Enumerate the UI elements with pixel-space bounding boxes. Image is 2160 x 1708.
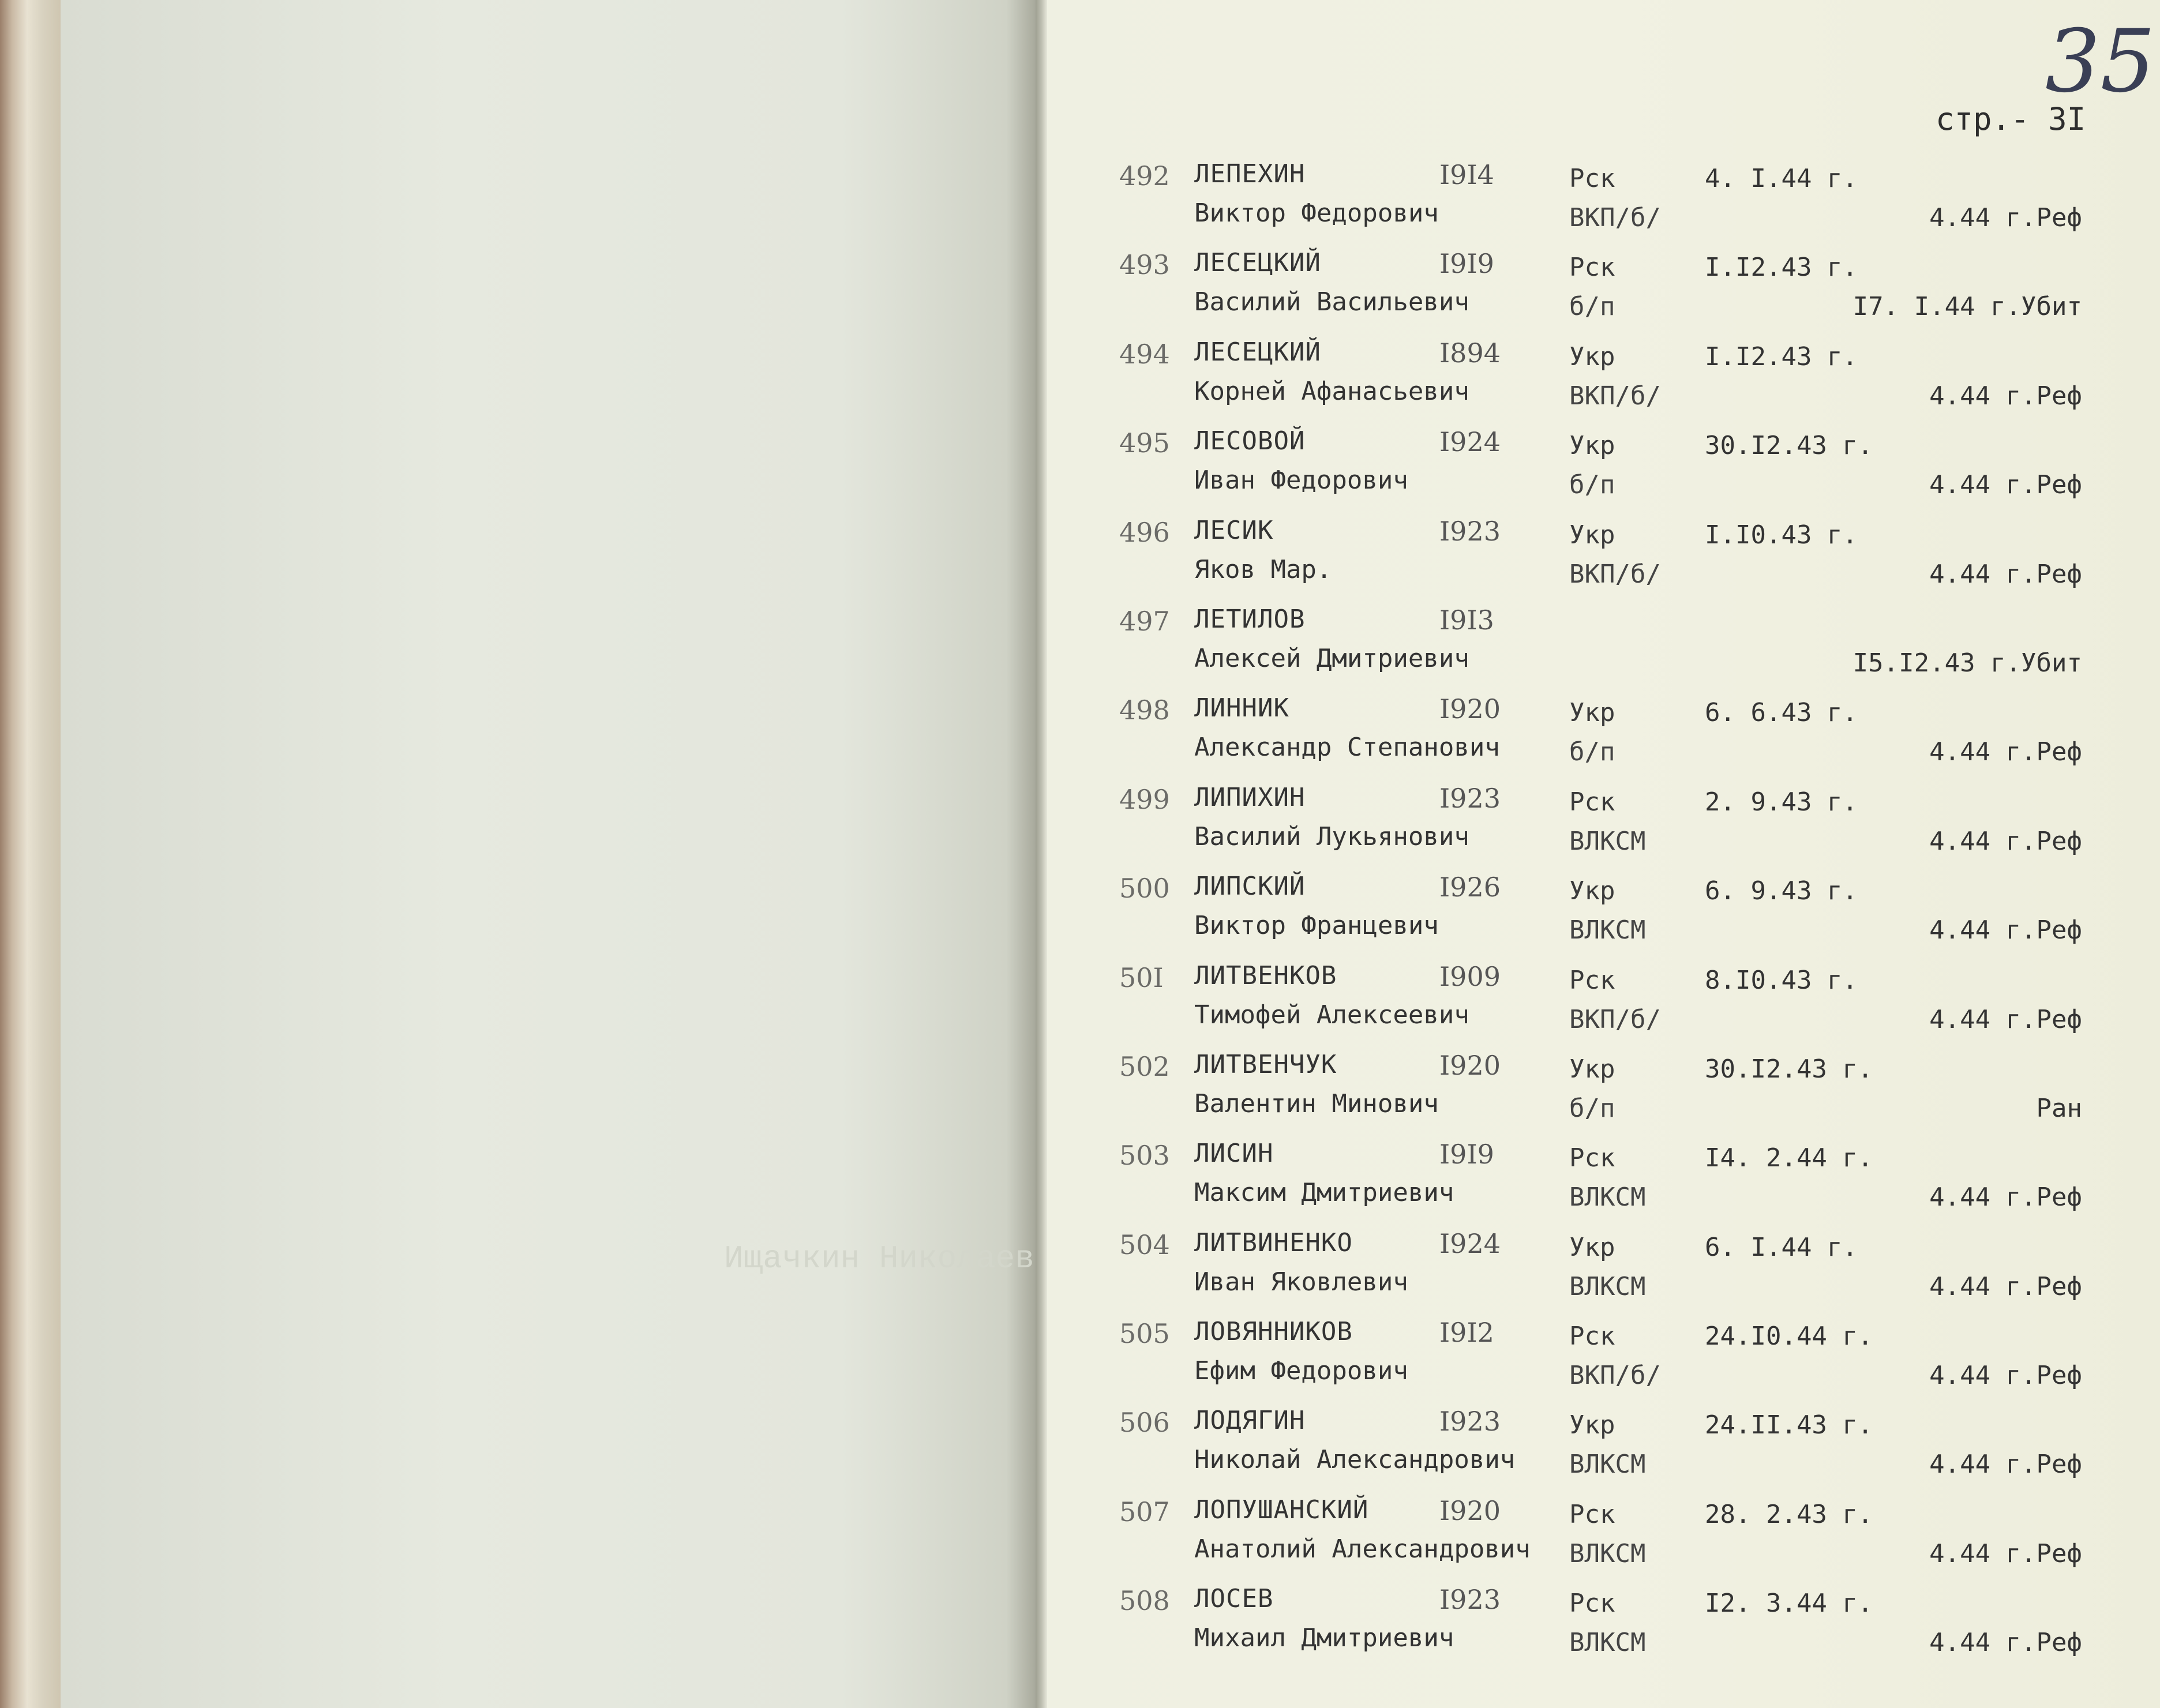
entry-party: б/п — [1569, 737, 1615, 767]
entry-birth-year: I926 — [1439, 872, 1501, 903]
entry-date-2: 4.44 г.Реф — [1929, 1361, 2082, 1391]
entry-number: 505 — [1119, 1318, 1170, 1350]
entry-party: ВКП/б/ — [1569, 381, 1661, 411]
entry-given-names: Яков Мар. — [1194, 554, 1332, 584]
roster-entry — [1047, 779, 2160, 868]
entry-number: 498 — [1119, 695, 1170, 726]
entry-date-2: 4.44 г.Реф — [1929, 559, 2082, 589]
entry-date-1: 28. 2.43 г. — [1705, 1499, 1873, 1529]
entry-date-1: I4. 2.44 г. — [1705, 1143, 1873, 1173]
roster-entry — [1047, 512, 2160, 601]
entry-surname: ЛИПСКИЙ — [1194, 872, 1306, 902]
roster-entry — [1047, 245, 2160, 333]
entry-nationality: Укр — [1569, 698, 1615, 728]
entry-nationality: Укр — [1569, 520, 1615, 550]
entry-party: ВЛКСМ — [1569, 915, 1646, 945]
entry-birth-year: I920 — [1439, 1495, 1501, 1526]
entry-surname: ЛОДЯГИН — [1194, 1406, 1306, 1436]
entry-date-1: I.I0.43 г. — [1705, 520, 1858, 550]
entry-party: ВКП/б/ — [1569, 1004, 1661, 1034]
entry-date-1: 30.I2.43 г. — [1705, 431, 1873, 461]
entry-birth-year: I9I2 — [1439, 1317, 1494, 1349]
entry-date-2: 4.44 г.Реф — [1929, 826, 2082, 856]
entry-party: ВЛКСМ — [1569, 1628, 1646, 1658]
entry-birth-year: I923 — [1439, 1406, 1501, 1437]
entry-given-names: Иван Федорович — [1194, 466, 1408, 495]
entry-date-1: 6. 6.43 г. — [1705, 698, 1858, 728]
entry-date-2: 4.44 г.Реф — [1929, 1450, 2082, 1480]
entry-number: 503 — [1119, 1140, 1170, 1172]
entry-surname: ЛИННИК — [1194, 693, 1289, 723]
entry-birth-year: I920 — [1439, 693, 1501, 725]
entry-number: 506 — [1119, 1407, 1170, 1439]
entry-given-names: Максим Дмитриевич — [1194, 1178, 1454, 1208]
entry-birth-year: I9I9 — [1439, 1139, 1494, 1170]
entry-number: 50I — [1119, 962, 1164, 993]
entry-nationality: Рск — [1569, 164, 1615, 193]
entry-date-2: 4.44 г.Реф — [1929, 1271, 2082, 1301]
entry-number: 492 — [1119, 160, 1170, 192]
entry-surname: ЛЕСОВОЙ — [1194, 426, 1306, 456]
entry-party: ВКП/б/ — [1569, 1361, 1661, 1391]
entry-date-1: I.I2.43 г. — [1705, 253, 1858, 283]
entry-surname: ЛОСЕВ — [1194, 1584, 1274, 1614]
entry-surname: ЛЕТИЛОВ — [1194, 604, 1306, 634]
entry-date-1: 6. 9.43 г. — [1705, 876, 1858, 906]
entry-date-2: 4.44 г.Реф — [1929, 737, 2082, 767]
entry-birth-year: I9I3 — [1439, 604, 1494, 636]
entry-given-names: Михаил Дмитриевич — [1194, 1623, 1454, 1653]
entry-party: б/п — [1569, 292, 1615, 322]
entry-birth-year: I894 — [1439, 337, 1501, 369]
entry-date-1: 24.I0.44 г. — [1705, 1322, 1873, 1352]
entry-number: 502 — [1119, 1050, 1170, 1082]
entry-given-names: Алексей Дмитриевич — [1194, 643, 1469, 673]
entry-nationality: Рск — [1569, 1322, 1615, 1352]
roster-entry — [1047, 156, 2160, 245]
roster-entry — [1047, 1581, 2160, 1669]
entry-date-2: I7. I.44 г.Убит — [1852, 292, 2082, 322]
entry-number: 497 — [1119, 605, 1170, 637]
entry-date-2: 4.44 г.Реф — [1929, 915, 2082, 945]
entry-birth-year: I923 — [1439, 1584, 1501, 1616]
entry-birth-year: I923 — [1439, 782, 1501, 814]
entry-nationality: Рск — [1569, 787, 1615, 817]
roster-entries — [1047, 156, 2160, 1670]
entry-surname: ЛИПИХИН — [1194, 782, 1306, 812]
entry-given-names: Виктор Францевич — [1194, 911, 1439, 941]
entry-nationality: Рск — [1569, 1143, 1615, 1173]
roster-entry — [1047, 1402, 2160, 1491]
entry-given-names: Василий Лукьянович — [1194, 821, 1469, 851]
entry-party: ВЛКСМ — [1569, 826, 1646, 856]
entry-date-1: 8.I0.43 г. — [1705, 965, 1858, 995]
entry-nationality: Рск — [1569, 1499, 1615, 1529]
entry-date-2: 4.44 г.Реф — [1929, 1628, 2082, 1658]
entry-number: 504 — [1119, 1229, 1170, 1260]
entry-given-names: Виктор Федорович — [1194, 198, 1439, 228]
entry-date-2: 4.44 г.Реф — [1929, 381, 2082, 411]
entry-date-1: 2. 9.43 г. — [1705, 787, 1858, 817]
entry-number: 508 — [1119, 1585, 1170, 1617]
entry-birth-year: I924 — [1439, 1227, 1501, 1259]
entry-number: 496 — [1119, 516, 1170, 548]
entry-birth-year: I909 — [1439, 960, 1501, 992]
entry-surname: ЛЕПЕХИН — [1194, 159, 1306, 189]
entry-nationality: Укр — [1569, 876, 1615, 906]
entry-party: б/п — [1569, 1093, 1615, 1123]
entry-given-names: Корней Афанасьевич — [1194, 376, 1469, 406]
roster-entry — [1047, 958, 2160, 1046]
entry-number: 494 — [1119, 338, 1170, 370]
entry-date-1: 24.II.43 г. — [1705, 1410, 1873, 1440]
entry-party: ВЛКСМ — [1569, 1183, 1646, 1213]
entry-nationality: Укр — [1569, 1054, 1615, 1084]
entry-nationality: Укр — [1569, 431, 1615, 461]
entry-date-2: Ран — [2036, 1093, 2082, 1123]
entry-nationality: Укр — [1569, 1232, 1615, 1262]
entry-surname: ЛИСИН — [1194, 1139, 1274, 1169]
entry-number: 500 — [1119, 873, 1170, 904]
entry-nationality: Рск — [1569, 253, 1615, 283]
entry-birth-year: I9I4 — [1439, 159, 1494, 190]
handwritten-folio-number: 35 — [2045, 12, 2155, 112]
page-number-label: стр.- 3I — [1936, 101, 2086, 137]
entry-birth-year: I923 — [1439, 515, 1501, 547]
entry-given-names: Иван Яковлевич — [1194, 1267, 1408, 1297]
bleed-through-text: Ищачкин Николаев — [724, 1240, 1034, 1277]
entry-date-2: 4.44 г.Реф — [1929, 1004, 2082, 1034]
roster-entry — [1047, 690, 2160, 779]
entry-party: ВКП/б/ — [1569, 203, 1661, 232]
entry-given-names: Валентин Минович — [1194, 1088, 1439, 1118]
entry-given-names: Николай Александрович — [1194, 1445, 1516, 1475]
entry-birth-year: I9I9 — [1439, 248, 1494, 280]
entry-date-1: I2. 3.44 г. — [1705, 1589, 1873, 1619]
entry-number: 499 — [1119, 783, 1170, 815]
roster-entry — [1047, 1313, 2160, 1402]
entry-number: 493 — [1119, 249, 1170, 281]
roster-entry — [1047, 1135, 2160, 1224]
entry-date-2: 4.44 г.Реф — [1929, 1183, 2082, 1213]
entry-birth-year: I920 — [1439, 1049, 1501, 1081]
roster-entry — [1047, 1225, 2160, 1313]
left-page — [61, 0, 1036, 1708]
entry-nationality: Укр — [1569, 341, 1615, 371]
entry-surname: ЛОПУШАНСКИЙ — [1194, 1495, 1369, 1525]
entry-given-names: Тимофей Алексеевич — [1194, 1000, 1469, 1030]
roster-entry — [1047, 1492, 2160, 1581]
entry-date-1: 4. I.44 г. — [1705, 164, 1858, 193]
entry-nationality: Рск — [1569, 1589, 1615, 1619]
entry-birth-year: I924 — [1439, 426, 1501, 458]
entry-surname: ЛЕСИК — [1194, 515, 1274, 545]
entry-date-1: 6. I.44 г. — [1705, 1232, 1858, 1262]
entry-nationality: Рск — [1569, 965, 1615, 995]
entry-surname: ЛИТВИНЕНКО — [1194, 1227, 1353, 1257]
entry-party: ВЛКСМ — [1569, 1271, 1646, 1301]
book-page-edges — [0, 0, 61, 1708]
entry-date-2: 4.44 г.Реф — [1929, 470, 2082, 500]
entry-given-names: Василий Васильевич — [1194, 287, 1469, 317]
entry-given-names: Ефим Федорович — [1194, 1356, 1408, 1386]
right-page — [1047, 0, 2160, 1708]
entry-surname: ЛЕСЕЦКИЙ — [1194, 337, 1321, 367]
roster-entry — [1047, 334, 2160, 423]
entry-number: 507 — [1119, 1496, 1170, 1527]
entry-date-2: 4.44 г.Реф — [1929, 1538, 2082, 1568]
entry-given-names: Александр Степанович — [1194, 733, 1500, 763]
entry-date-2: I5.I2.43 г.Убит — [1852, 648, 2082, 678]
entry-surname: ЛИТВЕНКОВ — [1194, 960, 1337, 990]
roster-entry — [1047, 423, 2160, 512]
entry-party: ВКП/б/ — [1569, 559, 1661, 589]
entry-surname: ЛИТВЕНЧУК — [1194, 1049, 1337, 1079]
roster-entry — [1047, 1046, 2160, 1135]
entry-surname: ЛЕСЕЦКИЙ — [1194, 248, 1321, 278]
entry-surname: ЛОВЯННИКОВ — [1194, 1317, 1353, 1347]
entry-nationality: Укр — [1569, 1410, 1615, 1440]
book-gutter — [1036, 0, 1047, 1708]
entry-date-1: I.I2.43 г. — [1705, 341, 1858, 371]
entry-date-1: 30.I2.43 г. — [1705, 1054, 1873, 1084]
entry-number: 495 — [1119, 427, 1170, 459]
entry-party: ВЛКСМ — [1569, 1538, 1646, 1568]
entry-date-2: 4.44 г.Реф — [1929, 203, 2082, 232]
entry-given-names: Анатолий Александрович — [1194, 1534, 1531, 1564]
entry-party: б/п — [1569, 470, 1615, 500]
roster-entry — [1047, 868, 2160, 957]
entry-party: ВЛКСМ — [1569, 1450, 1646, 1480]
roster-entry — [1047, 601, 2160, 690]
